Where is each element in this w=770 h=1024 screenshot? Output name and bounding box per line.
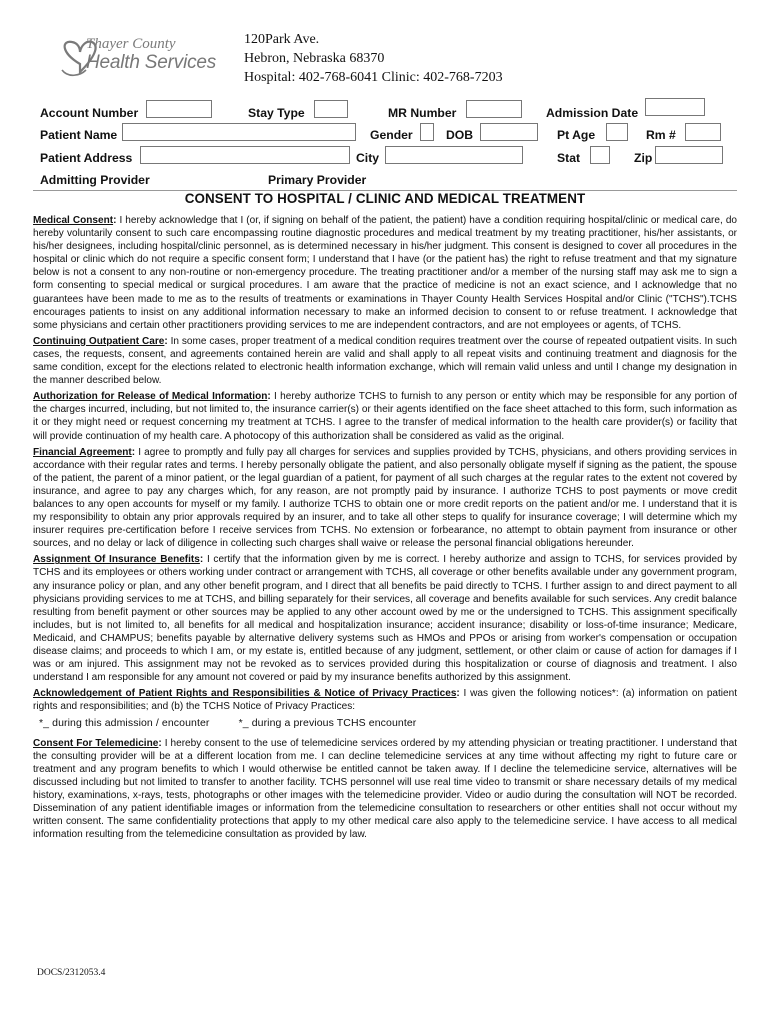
address-city: Hebron, Nebraska 68370	[244, 51, 385, 66]
financial-agreement-section: Financial Agreement: I agree to promptly and fully pay all charges for services and supplies provided by TCHS, physicians, and others providing services in accordance with their regular rates and terms. I hereby personally obligate the patient, and also personally obligate myself if signing as the patient, the spouse of the patient, the parent of a minor patient, or the legal guardian of a patient, for payment of all such charges at the regular rates to the extent not covered by insurance, and agree to pay any charges which, for any reason, are not promptly paid by insurance. I authorize TCHS to post payments or move credit balances to any open accounts for myself or my family. I authorize TCHS to obtain one or more credit reports on the patient and/or me. I understand that it is my responsibility to obtain any prior approvals required by an insurer, and to take all other steps to qualify for insurance coverage; I will determine which my insurer requires pre-certification before I receive services from TCHS. No extension or forbearance, no attempt to obtain payment from insurance or other sources, and no delay or lack of diligence in collecting such charges shall waive or release the personal financial obligations hereunder.	[33, 446, 737, 550]
financial-agreement-text: I agree to promptly and fully pay all charges for services and supplies provided by TCHS, physicians, and others providing services in accordance with their regular rates and terms. I hereby personally obligate the patient, and also personally obligate myself if signing as the patient, the spouse of the patient, the parent of a minor patient, or the legal guardian of a patient, for payment of all such charges at the regular rates to the extent not covered by insurance, and agree to pay any charges which, for any reason, are not promptly paid by insurance. I authorize TCHS to post payments or move credit balances to any open accounts for myself or my family. I authorize TCHS to obtain one or more credit reports on the patient and/or me. I understand that it is my responsibility to obtain any prior approvals required by an insurer, and to take all other steps to qualify for insurance coverage; I will determine which my insurer requires pre-certification before I receive services from TCHS. No extension or forbearance, no attempt to obtain payment from insurance or other sources, and no delay or lack of diligence in collecting such charges shall waive or release the personal financial obligations hereunder.	[33, 446, 737, 550]
zip-field[interactable]	[655, 146, 723, 164]
logo-line-1: Thayer County	[86, 36, 176, 52]
patient-address-field[interactable]	[140, 146, 350, 164]
stay-type-field[interactable]	[314, 100, 348, 118]
acknowledgement-text: I was given the following notices*: (a) information on patient rights and responsibilities; and (b) the TCHS Notice of Privacy Practices:	[33, 688, 737, 713]
medical-consent-text: I hereby acknowledge that I (or, if signing on behalf of the patient, the patient) have a condition requiring hospital/clinic or medical care, do hereby voluntarily consent to such care encompassing routine diagnostic procedures and medical treatment by my treating practitioner, his/her assistants, or his/her designees, including hospital/clinic personnel, as is determined necessary in his/her judgment. This consent is designed to cover all procedures in the hospital or clinic which do not require a specific consent form; I understand that I have (or the patient has) the right to refuse treatment and that my signature below is not a consent to any non-routine or non-emergency procedure. The treating practitioner and/or a member of the nursing staff may ask me to sign a form consenting to special medical or surgical procedures. I am aware that the practice of medicine is not an exact science, and I acknowledge that no guarantees have been made to me as to the results of treatments or examinations in Thayer County Health Services Hospital and/or Clinic ("TCHS").TCHS encourages patients to insist on any additional information necessary to make an informed decision to consent to or refuse treatment. I acknowledge that some physicians and certain other practitioners providing services to me are independent contractors, and are not employees or agents, of TCHS.	[33, 215, 737, 331]
patient-name-label: Patient Name	[40, 128, 118, 142]
medical-consent-section: Medical Consent: I hereby acknowledge that I (or, if signing on behalf of the patient, the patient) have a condition requiring hospital/clinic or medical care, do hereby voluntarily consent to such care encompassing routine diagnostic procedures and medical treatment by my treating practitioner, his/her assistants, or his/her designees, including hospital/clinic personnel, as is determined necessary in his/her judgment. This consent is designed to cover all procedures in the hospital or clinic which do not require a specific consent form; I understand that I have (or the patient has) the right to refuse treatment and that my signature below is not a consent to any non-routine or non-emergency procedure. The treating practitioner and/or a member of the nursing staff may ask me to sign a form consenting to special medical or surgical procedures. I am aware that the practice of medicine is not an exact science, and I acknowledge that no guarantees have been made to me as to the results of treatments or examinations in Thayer County Health Services Hospital and/or Clinic ("TCHS").TCHS encourages patients to insist on any additional information necessary to make an informed decision to consent to or refuse treatment. I acknowledge that some physicians and certain other practitioners providing services to me are independent contractors, and are not employees or agents, of TCHS.	[33, 215, 737, 331]
gender-label: Gender	[370, 128, 413, 142]
city-label: City	[356, 151, 380, 165]
account-number-field[interactable]	[146, 100, 212, 118]
telemedicine-text: I hereby consent to the use of telemedicine services ordered by my attending physician or treating practitioner. I understand that the consulting provider will be at a different location from me. I can decline telemedicine services at any time without affecting my right to future care or treatment and any program benefits to which I would otherwise be entitled cannot be taken away. If I decline the telemedicine service, alternatives will be discussed including but not limited to transfer to another facility. TCHS personnel will use real time video to transmit or share necessary details of my medical history, examinations, x-rays, tests, photographs or other images with the telemedicine provider. Video or audio during the consultation will NOT be recorded. Dissemination of any patient identifiable images or information from the telemedicine consultation to researchers or other entities shall not occur without my written consent. The same confidentiality protections that apply to my other medical care also apply to the telemedicine service. I have access to all medical information resulting from the telemedicine consultation as provided by law.	[33, 737, 737, 841]
city-field[interactable]	[385, 146, 523, 164]
stat-label: Stat	[557, 151, 581, 165]
document-title: CONSENT TO HOSPITAL / CLINIC AND MEDICAL TREATMENT	[184, 191, 586, 206]
pt-age-field[interactable]	[606, 123, 628, 141]
address-phones: Hospital: 402-768-6041 Clinic: 402-768-7203	[244, 70, 503, 85]
gender-field[interactable]	[420, 123, 434, 141]
assignment-benefits-section: Assignment Of Insurance Benefits: I certify that the information given by me is correct. I hereby authorize and assign to TCHS, for services provided by TCHS and its employees or others working under contract or arrangement with TCHS, all coverage or other benefits available under any government program, any insurance policy or plan, and any other benefit program, and I direct that all benefits be paid directly to TCHS. I further assign to and direct payment to all physicians providing services to me at TCHS, and billing separately for their services, all coverage and benefits available for such services. Any credit balance resulting from benefit payment or other sources may be applied to any other account owed by me or the undersigned to TCHS. This assignment specifically includes, but is not limited to, all benefits for all medical and hospitalization insurance; accident insurance; disability or loss-of-time insurance; Medicare, Medicaid, and CHAMPUS; benefits payable by alternative delivery systems such as HMOs and PPOs or arising from worker's compensation or occupation disease claims; and proceeds to which I am, or my estate is, entitled because of any judgment, settlement, or other claim or cause of action for damages if I was or am injured. This assignment may not be revoked as to services provided during this hospitalization or course of diagnosis and treatment. I also understand I am responsible for any amount not covered or paid by my insurance benefits authorized by this assignment.	[33, 554, 738, 684]
telemedicine-section: Consent For Telemedicine: I hereby consent to the use of telemedicine services ordered by my attending physician or treating practitioner. I understand that the consulting provider will be at a different location from me. I can decline telemedicine services at any time without affecting my right to future care or treatment and any program benefits to which I would otherwise be entitled cannot be taken away. If I decline the telemedicine service, alternatives will be discussed including but not limited to transfer to another facility. TCHS personnel will use real time video to transmit or share necessary details of my medical history, examinations, x-rays, tests, photographs or other images with the telemedicine provider. Video or audio during the consultation will NOT be recorded. Dissemination of any patient identifiable images or information from the telemedicine consultation to researchers or other entities shall not occur without my written consent. The same confidentiality protections that apply to my other medical care also apply to the telemedicine service. I have access to all medical information resulting from the telemedicine consultation as provided by law.	[33, 737, 737, 841]
notice-option-previous[interactable]: *_ during a previous TCHS encounter	[238, 717, 417, 730]
document-id: DOCS/2312053.4	[37, 968, 106, 978]
consent-body	[33, 214, 737, 844]
assignment-benefits-text: I certify that the information given by me is correct. I hereby authorize and assign to TCHS, for services provided by TCHS and its employees or others working under contract or arrangement with TCHS, all coverage or other benefits available under any government program, any insurance policy or plan, and any other benefit program, and I direct that all benefits be paid directly to TCHS. I further assign to and direct payment to all physicians providing services to me at TCHS, and billing separately for their services, all coverage and benefits available for such services. Any credit balance resulting from benefit payment or other sources may be applied to any other account owed by me or the undersigned to TCHS. This assignment specifically includes, but is not limited to, all benefits for all medical and hospitalization insurance; accident insurance; disability or loss-of-time insurance; Medicare, Medicaid, and CHAMPUS; benefits payable by alternative delivery systems such as HMOs and PPOs or arising from worker's compensation or occupation disease claims; and proceeds to which I am, or my estate is, entitled because of any judgment, settlement, or other claim or cause of action for damages if I was or am injured. This assignment may not be revoked as to services provided during this hospitalization or course of diagnosis and treatment. I also understand I am responsible for any amount not covered or paid by my insurance benefits authorized by this assignment.	[33, 554, 738, 684]
patient-name-field[interactable]	[122, 123, 356, 141]
account-number-label: Account Number	[40, 106, 139, 120]
pt-age-label: Pt Age	[557, 128, 596, 142]
patient-address-label: Patient Address	[40, 151, 133, 165]
logo-line-2: Health Services	[86, 52, 217, 73]
stat-field[interactable]	[590, 146, 610, 164]
rm-field[interactable]	[685, 123, 721, 141]
address-street: 120Park Ave.	[244, 32, 320, 47]
admission-date-field[interactable]	[645, 98, 705, 116]
medical-consent-heading: Medical Consent	[33, 215, 114, 226]
notice-option-current[interactable]: *_ during this admission / encounter	[39, 717, 210, 730]
dob-label: DOB	[446, 128, 474, 142]
outpatient-care-text: In some cases, proper treatment of a medical condition requires treatment over the course of repeated outpatient visits. In such cases, the requests, consent, and agreements contained herein are valid and shall apply to all repeat visits and continuing treatment and diagnosis for the same condition, except for the elections related to electronic health information exchange, which will remain valid unless and until I change my designation in the manner described below.	[33, 335, 737, 387]
outpatient-care-section: Continuing Outpatient Care: In some cases, proper treatment of a medical condition requires treatment over the course of repeated outpatient visits. In such cases, the requests, consent, and agreements contained herein are valid and shall apply to all repeat visits and continuing treatment and diagnosis for the same condition, except for the elections related to electronic health information exchange, which will remain valid unless and until I change my designation in the manner described below.	[33, 335, 737, 387]
dob-field[interactable]	[480, 123, 538, 141]
authorization-release-section: Authorization for Release of Medical Information: I hereby authorize TCHS to furnish to any person or entity which may be responsible for any portion of the charges incurred, including, but not limited to, the insurance carrier(s) or their agents identified on the face sheet attached to this form, such information as it or they might need or request concerning my treatment at TCHS. I agree to the transfer of medical information to the health care provider(s) or facility that will provide continuation of my health care. A photocopy of this authorization shall be considered as valid as the original.	[33, 391, 737, 442]
admission-date-label: Admission Date	[546, 106, 639, 120]
mr-number-field[interactable]	[466, 100, 522, 118]
acknowledgement-section: Acknowledgement of Patient Rights and Responsibilities & Notice of Privacy Practices: I was given the following notices*: (a) information on patient rights and responsibilities; and (b) the TCHS Notice of Privacy Practices:	[33, 688, 737, 713]
assignment-benefits-heading: Assignment Of Insurance Benefits	[33, 554, 200, 566]
telemedicine-heading: Consent For Telemedicine	[33, 737, 159, 749]
acknowledgement-heading: Acknowledgement of Patient Rights and Responsibilities & Notice of Privacy Practices	[33, 688, 457, 700]
rm-label: Rm #	[646, 128, 676, 142]
primary-provider-label: Primary Provider	[268, 173, 367, 187]
stay-type-label: Stay Type	[248, 106, 305, 120]
notice-options	[39, 717, 737, 730]
mr-number-label: MR Number	[388, 106, 457, 120]
outpatient-care-heading: Continuing Outpatient Care	[33, 335, 165, 347]
financial-agreement-heading: Financial Agreement	[33, 446, 132, 458]
admitting-provider-label: Admitting Provider	[40, 173, 150, 187]
zip-label: Zip	[634, 151, 653, 165]
authorization-release-heading: Authorization for Release of Medical Information	[33, 391, 268, 403]
authorization-release-text: I hereby authorize TCHS to furnish to any person or entity which may be responsible for any portion of the charges incurred, including, but not limited to, the insurance carrier(s) or their agents identified on the face sheet attached to this form, such information as it or they might need or request concerning my treatment at TCHS. I agree to the transfer of medical information to the health care provider(s) or facility that will provide continuation of my health care. A photocopy of this authorization shall be considered as valid as the original.	[33, 391, 737, 442]
